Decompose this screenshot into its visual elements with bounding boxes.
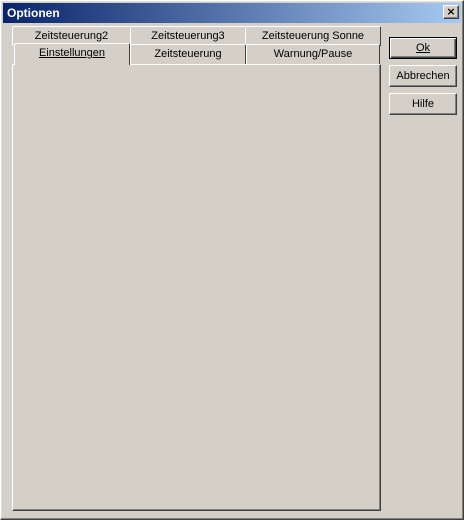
tab-warnung-pause[interactable]: Warnung/Pause	[246, 44, 380, 64]
close-button[interactable]	[443, 5, 459, 19]
tab-zeitsteuerung3[interactable]: Zeitsteuerung3	[130, 26, 246, 46]
tab-zeitsteuerung2[interactable]: Zeitsteuerung2	[12, 26, 131, 46]
tab-zeitsteuerung[interactable]: Zeitsteuerung	[130, 44, 246, 64]
window-title: Optionen	[7, 6, 60, 20]
title-bar[interactable]	[3, 3, 461, 23]
cancel-button[interactable]: Abbrechen	[389, 65, 457, 87]
help-button[interactable]: Hilfe	[389, 93, 457, 115]
tab-zeitsteuerung-sonne[interactable]: Zeitsteuerung Sonne	[245, 26, 381, 46]
close-icon: ×	[446, 5, 456, 18]
tab-einstellungen[interactable]: Einstellungen	[14, 43, 130, 65]
settings-panel	[12, 64, 381, 511]
ok-button[interactable]: Ok	[389, 37, 457, 59]
